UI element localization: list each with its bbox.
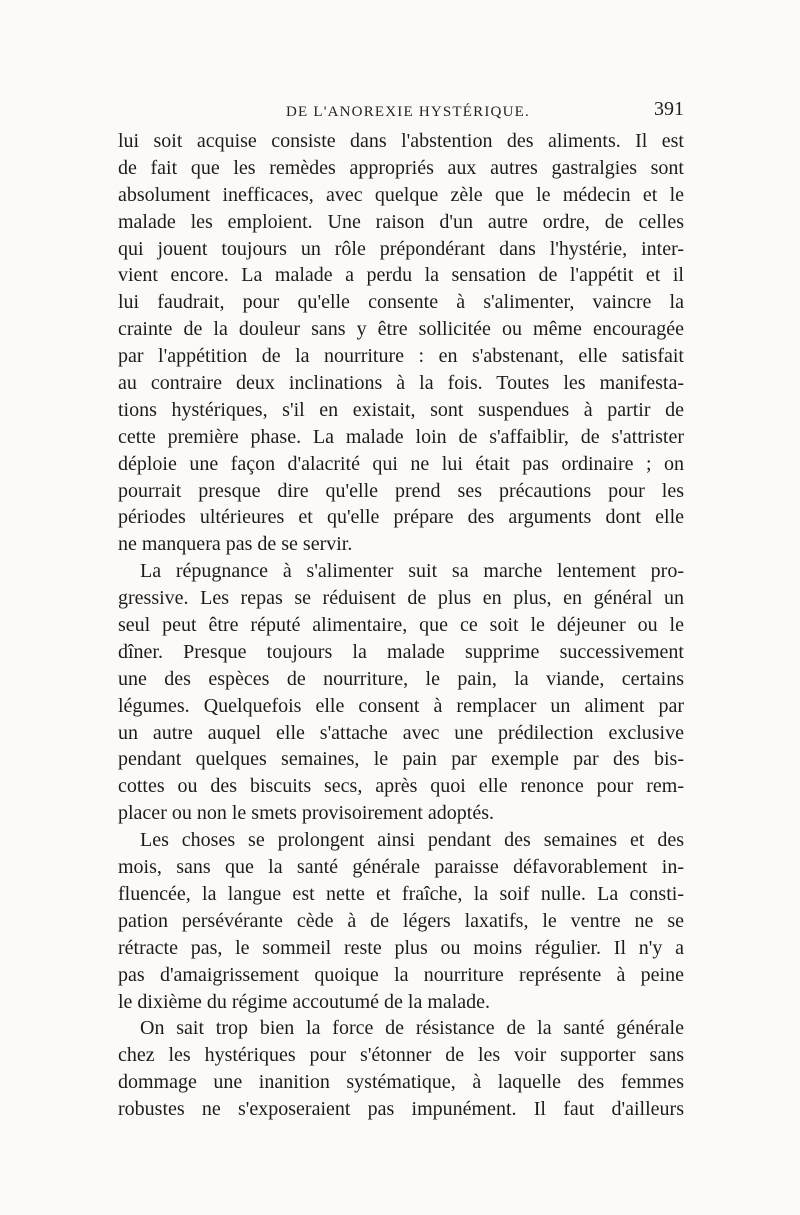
- text-line: lui faudrait, pour qu'elle consente à s'alimenter, vaincre la: [118, 291, 684, 314]
- text-line: On sait trop bien la force de résistance de la santé générale: [140, 1017, 684, 1040]
- text-line: dommage une inanition systématique, à laquelle des femmes: [118, 1071, 684, 1094]
- text-line: pation persévérante cède à de légers laxatifs, le ventre ne se: [118, 909, 684, 932]
- text-line: vient encore. La malade a perdu la sensation de l'appétit et il: [118, 264, 684, 287]
- text-line: ne manquera pas de se servir.: [118, 533, 353, 556]
- text-line: crainte de la douleur sans y être sollicitée ou même encouragée: [118, 318, 684, 341]
- text-line: robustes ne s'exposeraient pas impunément. Il faut d'ailleurs: [118, 1098, 684, 1121]
- text-line: lui soit acquise consiste dans l'abstention des aliments. Il est: [118, 130, 684, 152]
- running-head: DE L'ANOREXIE HYSTÉRIQUE.: [286, 104, 530, 120]
- text-line: chez les hystériques pour s'étonner de les voir supporter sans: [118, 1044, 684, 1067]
- text-line: déploie une façon d'alacrité qui ne lui était pas ordinaire ; on: [118, 452, 684, 475]
- text-line: Les choses se prolongent ainsi pendant des semaines et des: [140, 829, 684, 852]
- text-line: cottes ou des biscuits secs, après quoi elle renonce pour rem-: [118, 775, 684, 798]
- text-line: fluencée, la langue est nette et fraîche, la soif nulle. La consti-: [118, 882, 684, 905]
- text-line: placer ou non le smets provisoirement adoptés.: [118, 802, 495, 825]
- text-line: seul peut être réputé alimentaire, que ce soit le déjeuner ou le: [118, 614, 684, 637]
- text-line: gressive. Les repas se réduisent de plus en plus, en général un: [118, 587, 684, 610]
- text-line: de fait que les remèdes appropriés aux autres gastralgies sont: [118, 156, 684, 179]
- text-line: tions hystériques, s'il en existait, sont suspendues à partir de: [118, 398, 684, 421]
- page-header: [118, 96, 684, 126]
- text-line: un autre auquel elle s'attache avec une prédilection exclusive: [118, 721, 684, 744]
- text-line: une des espèces de nourriture, le pain, la viande, certains: [118, 667, 684, 690]
- text-line: pas d'amaigrissement quoique la nourriture représente à peine: [118, 963, 684, 986]
- text-line: pourrait presque dire qu'elle prend ses précautions pour les: [118, 479, 684, 502]
- text-line: mois, sans que la santé générale paraisse défavorablement in-: [118, 856, 684, 879]
- text-line: absolument inefficaces, avec quelque zèle que le médecin et le: [118, 183, 684, 206]
- text-line: La répugnance à s'alimenter suit sa marche lentement pro-: [140, 560, 684, 583]
- text-line: dîner. Presque toujours la malade supprime successivement: [118, 640, 684, 663]
- text-line: par l'appétition de la nourriture : en s'abstenant, elle satisfait: [118, 345, 684, 368]
- text-line: périodes ultérieures et qu'elle prépare des arguments dont elle: [118, 506, 684, 529]
- text-line: malade les emploient. Une raison d'un autre ordre, de celles: [118, 210, 684, 233]
- text-line: pendant quelques semaines, le pain par exemple par des bis-: [118, 748, 684, 771]
- text-line: qui jouent toujours un rôle prépondérant dans l'hystérie, inter-: [118, 237, 684, 260]
- text-line: légumes. Quelquefois elle consent à remplacer un aliment par: [118, 694, 684, 717]
- text-line: le dixième du régime accoutumé de la malade.: [118, 990, 491, 1013]
- text-line: au contraire deux inclinations à la fois. Toutes les manifesta-: [118, 372, 684, 395]
- body-text: [118, 128, 684, 1123]
- page-number: 391: [654, 98, 684, 120]
- text-line: cette première phase. La malade loin de s'affaiblir, de s'attrister: [118, 425, 684, 448]
- text-line: rétracte pas, le sommeil reste plus ou moins régulier. Il n'y a: [118, 936, 684, 959]
